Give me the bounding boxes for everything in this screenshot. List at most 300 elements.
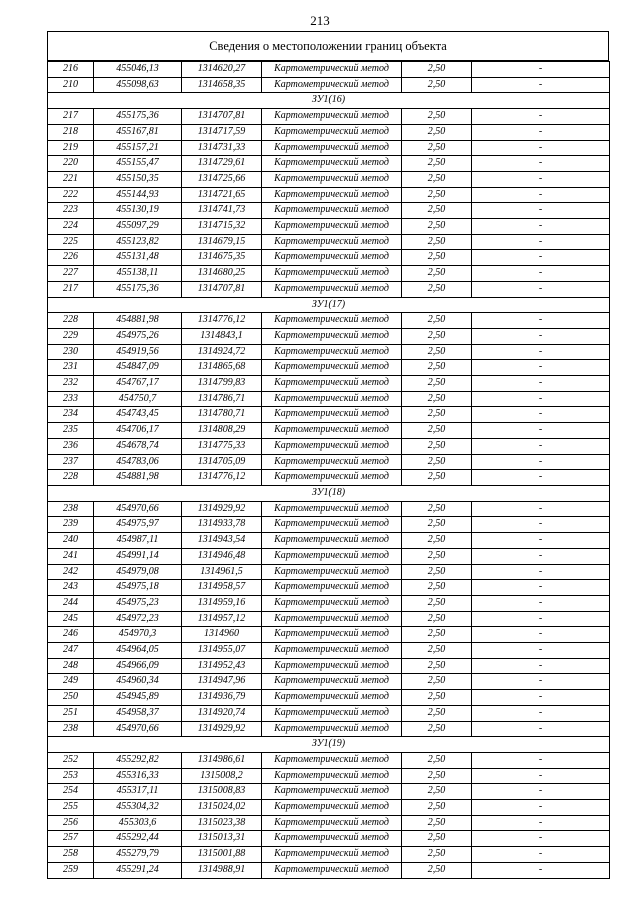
y-coordinate-cell: 1314960 xyxy=(182,627,262,643)
accuracy-cell: 2,50 xyxy=(402,501,472,517)
table-row xyxy=(48,564,610,580)
table-row xyxy=(48,454,610,470)
group-header-row xyxy=(48,737,610,753)
method-cell: Картометрический метод xyxy=(262,595,402,611)
x-coordinate-cell: 454991,14 xyxy=(94,548,182,564)
y-coordinate-cell: 1314717,59 xyxy=(182,124,262,140)
group-label: ЗУ1(18) xyxy=(48,485,610,501)
group-header-row xyxy=(48,297,610,313)
accuracy-cell: 2,50 xyxy=(402,674,472,690)
x-coordinate-cell: 454975,97 xyxy=(94,517,182,533)
method-cell: Картометрический метод xyxy=(262,643,402,659)
method-cell: Картометрический метод xyxy=(262,800,402,816)
table-row xyxy=(48,407,610,423)
x-coordinate-cell: 455292,44 xyxy=(94,831,182,847)
accuracy-cell: 2,50 xyxy=(402,171,472,187)
y-coordinate-cell: 1315008,2 xyxy=(182,768,262,784)
point-number-cell: 236 xyxy=(48,438,94,454)
table-row xyxy=(48,501,610,517)
table-row xyxy=(48,847,610,863)
accuracy-cell: 2,50 xyxy=(402,391,472,407)
point-number-cell: 230 xyxy=(48,344,94,360)
y-coordinate-cell: 1314620,27 xyxy=(182,62,262,78)
point-number-cell: 244 xyxy=(48,595,94,611)
table-row xyxy=(48,815,610,831)
point-number-cell: 234 xyxy=(48,407,94,423)
x-coordinate-cell: 455144,93 xyxy=(94,187,182,203)
note-cell: - xyxy=(472,438,610,454)
accuracy-cell: 2,50 xyxy=(402,847,472,863)
x-coordinate-cell: 455155,47 xyxy=(94,156,182,172)
table-row xyxy=(48,203,610,219)
y-coordinate-cell: 1314729,61 xyxy=(182,156,262,172)
note-cell: - xyxy=(472,752,610,768)
note-cell: - xyxy=(472,847,610,863)
y-coordinate-cell: 1314958,57 xyxy=(182,580,262,596)
y-coordinate-cell: 1314936,79 xyxy=(182,690,262,706)
accuracy-cell: 2,50 xyxy=(402,595,472,611)
note-cell: - xyxy=(472,674,610,690)
accuracy-cell: 2,50 xyxy=(402,768,472,784)
method-cell: Картометрический метод xyxy=(262,784,402,800)
method-cell: Картометрический метод xyxy=(262,250,402,266)
accuracy-cell: 2,50 xyxy=(402,438,472,454)
x-coordinate-cell: 454706,17 xyxy=(94,423,182,439)
method-cell: Картометрический метод xyxy=(262,360,402,376)
point-number-cell: 210 xyxy=(48,77,94,93)
x-coordinate-cell: 455098,63 xyxy=(94,77,182,93)
y-coordinate-cell: 1314775,33 xyxy=(182,438,262,454)
table-row xyxy=(48,219,610,235)
y-coordinate-cell: 1314808,29 xyxy=(182,423,262,439)
method-cell: Картометрический метод xyxy=(262,187,402,203)
method-cell: Картометрический метод xyxy=(262,564,402,580)
accuracy-cell: 2,50 xyxy=(402,784,472,800)
note-cell: - xyxy=(472,187,610,203)
point-number-cell: 256 xyxy=(48,815,94,831)
note-cell: - xyxy=(472,768,610,784)
x-coordinate-cell: 455130,19 xyxy=(94,203,182,219)
point-number-cell: 217 xyxy=(48,109,94,125)
note-cell: - xyxy=(472,548,610,564)
accuracy-cell: 2,50 xyxy=(402,470,472,486)
method-cell: Картометрический метод xyxy=(262,517,402,533)
point-number-cell: 258 xyxy=(48,847,94,863)
table-row xyxy=(48,658,610,674)
y-coordinate-cell: 1315023,38 xyxy=(182,815,262,831)
x-coordinate-cell: 454972,23 xyxy=(94,611,182,627)
x-coordinate-cell: 454678,74 xyxy=(94,438,182,454)
table-title: Сведения о местоположении границ объекта xyxy=(47,31,609,61)
accuracy-cell: 2,50 xyxy=(402,658,472,674)
table-row xyxy=(48,140,610,156)
x-coordinate-cell: 455292,82 xyxy=(94,752,182,768)
y-coordinate-cell: 1314786,71 xyxy=(182,391,262,407)
note-cell: - xyxy=(472,360,610,376)
method-cell: Картометрический метод xyxy=(262,690,402,706)
table-row xyxy=(48,171,610,187)
note-cell: - xyxy=(472,862,610,878)
table-row xyxy=(48,470,610,486)
method-cell: Картометрический метод xyxy=(262,62,402,78)
y-coordinate-cell: 1314955,07 xyxy=(182,643,262,659)
table-row xyxy=(48,674,610,690)
y-coordinate-cell: 1314780,71 xyxy=(182,407,262,423)
note-cell: - xyxy=(472,313,610,329)
boundary-table-sheet xyxy=(47,31,609,879)
note-cell: - xyxy=(472,705,610,721)
y-coordinate-cell: 1314952,43 xyxy=(182,658,262,674)
note-cell: - xyxy=(472,627,610,643)
point-number-cell: 231 xyxy=(48,360,94,376)
accuracy-cell: 2,50 xyxy=(402,517,472,533)
note-cell: - xyxy=(472,124,610,140)
y-coordinate-cell: 1314725,66 xyxy=(182,171,262,187)
note-cell: - xyxy=(472,109,610,125)
point-number-cell: 217 xyxy=(48,281,94,297)
method-cell: Картометрический метод xyxy=(262,548,402,564)
method-cell: Картометрический метод xyxy=(262,234,402,250)
note-cell: - xyxy=(472,501,610,517)
y-coordinate-cell: 1314957,12 xyxy=(182,611,262,627)
accuracy-cell: 2,50 xyxy=(402,360,472,376)
note-cell: - xyxy=(472,831,610,847)
point-number-cell: 246 xyxy=(48,627,94,643)
x-coordinate-cell: 454975,26 xyxy=(94,328,182,344)
y-coordinate-cell: 1314679,15 xyxy=(182,234,262,250)
coordinates-table-body xyxy=(48,62,610,879)
accuracy-cell: 2,50 xyxy=(402,313,472,329)
point-number-cell: 238 xyxy=(48,721,94,737)
y-coordinate-cell: 1314721,65 xyxy=(182,187,262,203)
point-number-cell: 220 xyxy=(48,156,94,172)
y-coordinate-cell: 1314776,12 xyxy=(182,313,262,329)
x-coordinate-cell: 454975,23 xyxy=(94,595,182,611)
point-number-cell: 253 xyxy=(48,768,94,784)
y-coordinate-cell: 1314865,68 xyxy=(182,360,262,376)
point-number-cell: 245 xyxy=(48,611,94,627)
y-coordinate-cell: 1314924,72 xyxy=(182,344,262,360)
point-number-cell: 222 xyxy=(48,187,94,203)
note-cell: - xyxy=(472,454,610,470)
note-cell: - xyxy=(472,62,610,78)
method-cell: Картометрический метод xyxy=(262,862,402,878)
point-number-cell: 226 xyxy=(48,250,94,266)
point-number-cell: 252 xyxy=(48,752,94,768)
y-coordinate-cell: 1314715,32 xyxy=(182,219,262,235)
note-cell: - xyxy=(472,580,610,596)
y-coordinate-cell: 1314947,96 xyxy=(182,674,262,690)
accuracy-cell: 2,50 xyxy=(402,611,472,627)
y-coordinate-cell: 1314705,09 xyxy=(182,454,262,470)
accuracy-cell: 2,50 xyxy=(402,548,472,564)
method-cell: Картометрический метод xyxy=(262,281,402,297)
note-cell: - xyxy=(472,281,610,297)
x-coordinate-cell: 455304,32 xyxy=(94,800,182,816)
note-cell: - xyxy=(472,77,610,93)
table-row xyxy=(48,533,610,549)
y-coordinate-cell: 1314843,1 xyxy=(182,328,262,344)
point-number-cell: 238 xyxy=(48,501,94,517)
x-coordinate-cell: 454945,89 xyxy=(94,690,182,706)
y-coordinate-cell: 1314959,16 xyxy=(182,595,262,611)
x-coordinate-cell: 455167,81 xyxy=(94,124,182,140)
method-cell: Картометрический метод xyxy=(262,580,402,596)
table-row xyxy=(48,831,610,847)
table-row xyxy=(48,627,610,643)
y-coordinate-cell: 1314961,5 xyxy=(182,564,262,580)
y-coordinate-cell: 1314741,73 xyxy=(182,203,262,219)
x-coordinate-cell: 454767,17 xyxy=(94,376,182,392)
accuracy-cell: 2,50 xyxy=(402,203,472,219)
method-cell: Картометрический метод xyxy=(262,768,402,784)
method-cell: Картометрический метод xyxy=(262,815,402,831)
point-number-cell: 218 xyxy=(48,124,94,140)
method-cell: Картометрический метод xyxy=(262,344,402,360)
table-row xyxy=(48,862,610,878)
accuracy-cell: 2,50 xyxy=(402,344,472,360)
table-row xyxy=(48,62,610,78)
x-coordinate-cell: 454987,11 xyxy=(94,533,182,549)
point-number-cell: 239 xyxy=(48,517,94,533)
point-number-cell: 227 xyxy=(48,266,94,282)
accuracy-cell: 2,50 xyxy=(402,140,472,156)
table-row xyxy=(48,784,610,800)
table-row xyxy=(48,156,610,172)
x-coordinate-cell: 455150,35 xyxy=(94,171,182,187)
point-number-cell: 235 xyxy=(48,423,94,439)
method-cell: Картометрический метод xyxy=(262,705,402,721)
x-coordinate-cell: 455303,6 xyxy=(94,815,182,831)
note-cell: - xyxy=(472,391,610,407)
x-coordinate-cell: 455123,82 xyxy=(94,234,182,250)
y-coordinate-cell: 1315008,83 xyxy=(182,784,262,800)
table-row xyxy=(48,721,610,737)
y-coordinate-cell: 1314920,74 xyxy=(182,705,262,721)
y-coordinate-cell: 1314799,83 xyxy=(182,376,262,392)
x-coordinate-cell: 454750,7 xyxy=(94,391,182,407)
method-cell: Картометрический метод xyxy=(262,77,402,93)
point-number-cell: 219 xyxy=(48,140,94,156)
accuracy-cell: 2,50 xyxy=(402,627,472,643)
method-cell: Картометрический метод xyxy=(262,171,402,187)
point-number-cell: 251 xyxy=(48,705,94,721)
point-number-cell: 221 xyxy=(48,171,94,187)
y-coordinate-cell: 1315013,31 xyxy=(182,831,262,847)
note-cell: - xyxy=(472,643,610,659)
x-coordinate-cell: 454970,66 xyxy=(94,501,182,517)
x-coordinate-cell: 454970,66 xyxy=(94,721,182,737)
point-number-cell: 223 xyxy=(48,203,94,219)
accuracy-cell: 2,50 xyxy=(402,690,472,706)
note-cell: - xyxy=(472,595,610,611)
table-row xyxy=(48,344,610,360)
table-row xyxy=(48,705,610,721)
accuracy-cell: 2,50 xyxy=(402,752,472,768)
table-row xyxy=(48,690,610,706)
note-cell: - xyxy=(472,344,610,360)
table-row xyxy=(48,266,610,282)
table-row xyxy=(48,391,610,407)
accuracy-cell: 2,50 xyxy=(402,234,472,250)
method-cell: Картометрический метод xyxy=(262,203,402,219)
point-number-cell: 248 xyxy=(48,658,94,674)
note-cell: - xyxy=(472,234,610,250)
table-row xyxy=(48,752,610,768)
method-cell: Картометрический метод xyxy=(262,313,402,329)
method-cell: Картометрический метод xyxy=(262,328,402,344)
point-number-cell: 224 xyxy=(48,219,94,235)
method-cell: Картометрический метод xyxy=(262,454,402,470)
accuracy-cell: 2,50 xyxy=(402,266,472,282)
table-row xyxy=(48,360,610,376)
table-row xyxy=(48,109,610,125)
method-cell: Картометрический метод xyxy=(262,533,402,549)
point-number-cell: 242 xyxy=(48,564,94,580)
x-coordinate-cell: 454966,09 xyxy=(94,658,182,674)
y-coordinate-cell: 1314731,33 xyxy=(182,140,262,156)
method-cell: Картометрический метод xyxy=(262,407,402,423)
table-row xyxy=(48,423,610,439)
method-cell: Картометрический метод xyxy=(262,501,402,517)
accuracy-cell: 2,50 xyxy=(402,580,472,596)
coordinates-table xyxy=(47,61,610,879)
accuracy-cell: 2,50 xyxy=(402,281,472,297)
point-number-cell: 243 xyxy=(48,580,94,596)
accuracy-cell: 2,50 xyxy=(402,124,472,140)
table-row xyxy=(48,313,610,329)
point-number-cell: 249 xyxy=(48,674,94,690)
note-cell: - xyxy=(472,407,610,423)
accuracy-cell: 2,50 xyxy=(402,454,472,470)
point-number-cell: 250 xyxy=(48,690,94,706)
method-cell: Картометрический метод xyxy=(262,156,402,172)
group-label: ЗУ1(16) xyxy=(48,93,610,109)
y-coordinate-cell: 1315024,02 xyxy=(182,800,262,816)
note-cell: - xyxy=(472,800,610,816)
method-cell: Картометрический метод xyxy=(262,470,402,486)
y-coordinate-cell: 1314929,92 xyxy=(182,721,262,737)
point-number-cell: 228 xyxy=(48,313,94,329)
accuracy-cell: 2,50 xyxy=(402,815,472,831)
point-number-cell: 241 xyxy=(48,548,94,564)
table-row xyxy=(48,768,610,784)
note-cell: - xyxy=(472,423,610,439)
x-coordinate-cell: 455175,36 xyxy=(94,109,182,125)
note-cell: - xyxy=(472,533,610,549)
table-row xyxy=(48,517,610,533)
note-cell: - xyxy=(472,219,610,235)
y-coordinate-cell: 1314986,61 xyxy=(182,752,262,768)
note-cell: - xyxy=(472,328,610,344)
point-number-cell: 228 xyxy=(48,470,94,486)
table-row xyxy=(48,611,610,627)
method-cell: Картометрический метод xyxy=(262,611,402,627)
point-number-cell: 254 xyxy=(48,784,94,800)
x-coordinate-cell: 455175,36 xyxy=(94,281,182,297)
accuracy-cell: 2,50 xyxy=(402,77,472,93)
table-row xyxy=(48,187,610,203)
note-cell: - xyxy=(472,815,610,831)
page-number: 213 xyxy=(310,13,330,28)
table-row xyxy=(48,438,610,454)
accuracy-cell: 2,50 xyxy=(402,564,472,580)
method-cell: Картометрический метод xyxy=(262,721,402,737)
x-coordinate-cell: 454847,09 xyxy=(94,360,182,376)
x-coordinate-cell: 454919,56 xyxy=(94,344,182,360)
x-coordinate-cell: 454958,37 xyxy=(94,705,182,721)
method-cell: Картометрический метод xyxy=(262,831,402,847)
method-cell: Картометрический метод xyxy=(262,752,402,768)
accuracy-cell: 2,50 xyxy=(402,407,472,423)
note-cell: - xyxy=(472,250,610,266)
x-coordinate-cell: 454979,08 xyxy=(94,564,182,580)
method-cell: Картометрический метод xyxy=(262,674,402,690)
y-coordinate-cell: 1314707,81 xyxy=(182,281,262,297)
x-coordinate-cell: 455291,24 xyxy=(94,862,182,878)
x-coordinate-cell: 455097,29 xyxy=(94,219,182,235)
x-coordinate-cell: 455279,79 xyxy=(94,847,182,863)
x-coordinate-cell: 454964,05 xyxy=(94,643,182,659)
x-coordinate-cell: 454743,45 xyxy=(94,407,182,423)
y-coordinate-cell: 1314988,91 xyxy=(182,862,262,878)
method-cell: Картометрический метод xyxy=(262,140,402,156)
table-row xyxy=(48,124,610,140)
group-header-row xyxy=(48,93,610,109)
point-number-cell: 232 xyxy=(48,376,94,392)
accuracy-cell: 2,50 xyxy=(402,423,472,439)
x-coordinate-cell: 455131,48 xyxy=(94,250,182,266)
accuracy-cell: 2,50 xyxy=(402,219,472,235)
method-cell: Картометрический метод xyxy=(262,124,402,140)
y-coordinate-cell: 1314707,81 xyxy=(182,109,262,125)
x-coordinate-cell: 455316,33 xyxy=(94,768,182,784)
method-cell: Картометрический метод xyxy=(262,109,402,125)
accuracy-cell: 2,50 xyxy=(402,376,472,392)
y-coordinate-cell: 1314943,54 xyxy=(182,533,262,549)
table-row xyxy=(48,580,610,596)
table-row xyxy=(48,800,610,816)
table-row xyxy=(48,234,610,250)
table-row xyxy=(48,77,610,93)
note-cell: - xyxy=(472,203,610,219)
note-cell: - xyxy=(472,690,610,706)
x-coordinate-cell: 454881,98 xyxy=(94,470,182,486)
note-cell: - xyxy=(472,564,610,580)
note-cell: - xyxy=(472,140,610,156)
group-label: ЗУ1(17) xyxy=(48,297,610,313)
y-coordinate-cell: 1315001,88 xyxy=(182,847,262,863)
accuracy-cell: 2,50 xyxy=(402,62,472,78)
x-coordinate-cell: 455046,13 xyxy=(94,62,182,78)
table-row xyxy=(48,595,610,611)
accuracy-cell: 2,50 xyxy=(402,862,472,878)
accuracy-cell: 2,50 xyxy=(402,250,472,266)
x-coordinate-cell: 455138,11 xyxy=(94,266,182,282)
note-cell: - xyxy=(472,156,610,172)
accuracy-cell: 2,50 xyxy=(402,721,472,737)
method-cell: Картометрический метод xyxy=(262,438,402,454)
note-cell: - xyxy=(472,171,610,187)
table-row xyxy=(48,643,610,659)
accuracy-cell: 2,50 xyxy=(402,109,472,125)
note-cell: - xyxy=(472,721,610,737)
table-row xyxy=(48,548,610,564)
note-cell: - xyxy=(472,470,610,486)
point-number-cell: 240 xyxy=(48,533,94,549)
note-cell: - xyxy=(472,517,610,533)
accuracy-cell: 2,50 xyxy=(402,831,472,847)
